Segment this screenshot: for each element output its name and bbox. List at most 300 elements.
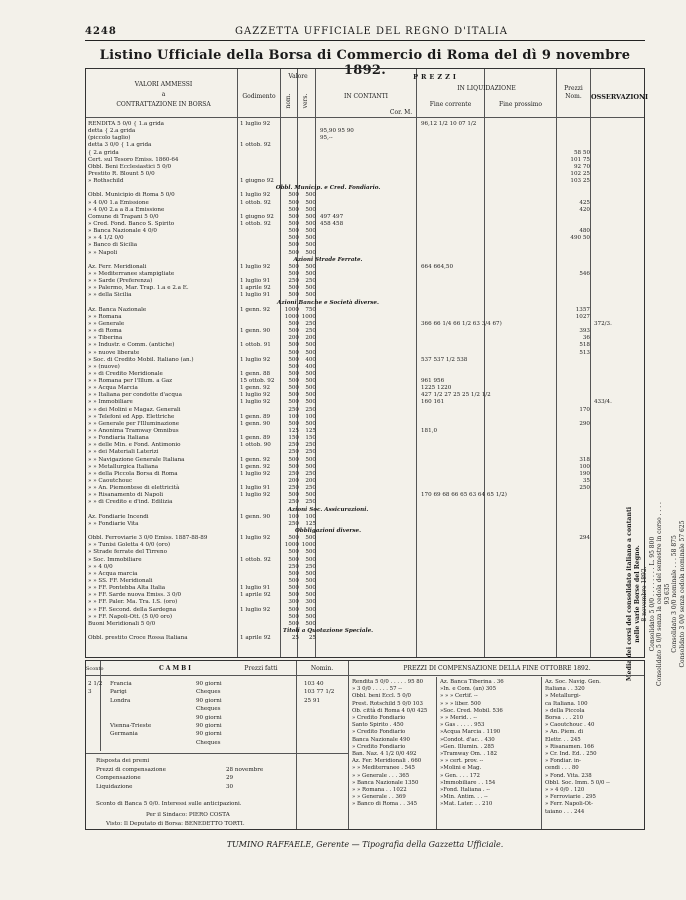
cell-ver: 1000 <box>301 542 316 549</box>
table-row <box>88 414 648 421</box>
cell-name: » Soc. di Credito Mobil. Italiano (an.) <box>88 356 194 363</box>
cambi-term: 90 giorni <box>196 731 222 738</box>
cell-ver: 500 <box>305 242 316 249</box>
cell-god: 1 luglio 91 <box>240 585 271 592</box>
sindaco-signature: Per il Sindaco: PIERO COSTA <box>146 812 230 818</box>
cell-nom: 250 <box>288 499 299 506</box>
cell-ver: 500 <box>305 420 316 427</box>
section-heading-row <box>88 300 648 307</box>
table-row <box>88 485 648 492</box>
cambi-city: Germania <box>110 731 138 738</box>
header-in-liquidazione: IN LIQUIDAZIONE <box>457 85 516 92</box>
compensazione-item: » Fond. Vita. 238 <box>545 772 592 779</box>
cell-pn: 1357 <box>575 306 590 313</box>
cell-name: Prestito R. Blount 5 0/0 <box>88 170 155 177</box>
cell-god: 1 luglio 92 <box>240 535 271 542</box>
cell-god: 1 luglio 91 <box>240 485 271 492</box>
table-row <box>88 171 648 178</box>
table-row <box>88 421 648 428</box>
compensazione-item: » Ferr. Napoli-Ot- <box>545 801 593 808</box>
cell-name: » Banco di Sicilia <box>88 242 138 249</box>
cell-nom: 500 <box>288 263 299 270</box>
cell-ver: 500 <box>305 213 316 220</box>
compensazione-item: » Cr. Ind. Ed. . 250 <box>545 751 597 758</box>
table-row <box>88 328 648 335</box>
table-row <box>88 378 648 385</box>
compensazione-item: » Banca Nazionale 1350 <box>352 779 419 786</box>
side-note-line: Consolidato 3 0/0 nominale . . . 58 875 <box>671 535 678 653</box>
cell-pn: 490 50 <box>570 235 590 242</box>
cell-ver: 1000 <box>301 313 316 320</box>
cell-ver: 500 <box>305 392 316 399</box>
cell-nom: 500 <box>288 399 299 406</box>
table-row <box>88 292 648 299</box>
risposta-value: 28 novembre <box>226 766 264 773</box>
compensazione-item: Banca Nazionale 490 <box>352 736 410 743</box>
cell-name: Obbl. prestito Croce Rossa Italiana <box>88 635 188 642</box>
cell-name: Az. Banca Nazionale <box>88 306 147 313</box>
cambi-term: Cheques <box>196 706 221 713</box>
table-row <box>88 435 648 442</box>
section-heading-row <box>88 528 648 535</box>
risposta-label: Risposta dei premi <box>96 758 150 764</box>
table-row <box>88 621 648 628</box>
cell-god: 1 genn. 92 <box>240 306 271 313</box>
cell-nom: 250 <box>288 278 299 285</box>
cell-god: 1 genn. 90 <box>240 513 271 520</box>
cell-fc: 664 664,50 <box>421 263 454 270</box>
cell-name: » » di Credito Meridionale <box>88 370 163 377</box>
cell-name: » » (nuove) <box>88 363 120 370</box>
cell-nom: 250 <box>288 470 299 477</box>
cell-obs: 372/3. <box>594 320 612 327</box>
risposta-label: Compensazione <box>96 775 141 782</box>
cell-name: » » Italiana per condotte d'acqua <box>88 392 182 399</box>
cell-name: » » 4 0/0 <box>88 563 113 570</box>
cell-fc: 427 1/2 27 25 25 1/2 1/2 <box>421 392 491 399</box>
table-row <box>88 535 648 542</box>
compensazione-item: Italiana . . 320 <box>545 686 585 693</box>
table-row <box>88 599 648 606</box>
cell-name: » » Immobiliare <box>88 399 133 406</box>
compensazione-item: Santo Spirito . 450 <box>352 722 404 729</box>
cell-nom: 500 <box>288 570 299 577</box>
cell-god: 1 ottob. 92 <box>240 556 271 563</box>
cell-name: Azioni Banche e Società diverse. <box>277 299 379 306</box>
cell-ver: 250 <box>305 406 316 413</box>
cell-nom: 500 <box>288 613 299 620</box>
cell-nom: 500 <box>288 249 299 256</box>
cell-name: » » Acqua marcia <box>88 570 138 577</box>
cell-pn: 513 <box>579 349 590 356</box>
cell-ver: 500 <box>305 285 316 292</box>
cell-name: Azioni Strade Ferrate. <box>293 256 363 263</box>
cell-nom: 500 <box>288 463 299 470</box>
cell-pn: 294 <box>579 535 590 542</box>
cell-ver: 150 <box>305 435 316 442</box>
cell-ver: 500 <box>305 585 316 592</box>
compensazione-item: »Immobiliare . . 154 <box>440 779 496 786</box>
cell-ver: 500 <box>305 549 316 556</box>
cell-god: 1 genn. 92 <box>240 463 271 470</box>
compensazione-item: Obbl. Soc. Imm. 5 0/0 -- <box>545 779 610 786</box>
section-heading-row <box>88 628 648 635</box>
table-row <box>88 271 648 278</box>
section-heading-row <box>88 507 648 514</box>
table-row <box>88 614 648 621</box>
compensazione-item: »Tramway Om. . 182 <box>440 751 498 758</box>
compensazione-item: » » Merid. . -- <box>440 715 477 722</box>
cell-pn: 393 <box>579 328 590 335</box>
cambi-nomin: 25 91 <box>304 697 321 704</box>
compensazione-item: ca Italiana. 100 <box>545 700 588 707</box>
table-row <box>88 178 648 185</box>
cell-nom: 500 <box>288 363 299 370</box>
header-prezzi: PREZZI <box>413 73 459 81</box>
side-note-line: Consolidato 3 0/0 senza cedola nominale 57 625 <box>678 520 686 668</box>
risposta-label: Liquidazione <box>96 783 133 790</box>
cell-name: » » SS. FF. Meridionali <box>88 578 153 584</box>
table-row <box>88 442 648 449</box>
cell-god: 1 aprile 92 <box>240 592 271 599</box>
cell-name: » » delle Min. e Fond. Antimonio <box>88 442 181 449</box>
cell-nom: 500 <box>288 220 299 227</box>
cell-cont: 95,-- <box>320 135 333 142</box>
cell-obs: 433/4. <box>594 399 612 406</box>
header-cor-m: Cor. M. <box>389 109 413 116</box>
compensazione-item: Az. Soc. Navig. Gen. <box>545 679 601 685</box>
cell-pn: 290 <box>579 420 590 427</box>
cell-nom: 500 <box>288 392 299 399</box>
compensazione-item: Obbl. beni Eccl. 5 0/0 <box>352 693 411 700</box>
compensazione-item: » » » Certif. -- <box>440 693 478 700</box>
cambi-city: Vienna-Trieste <box>110 723 152 729</box>
cell-ver: 500 <box>305 235 316 242</box>
cell-ver: 500 <box>305 263 316 270</box>
table-row <box>88 221 648 228</box>
table-row <box>88 314 648 321</box>
table-row <box>88 471 648 478</box>
cell-ver: 400 <box>305 356 316 363</box>
cell-ver: 500 <box>305 556 316 563</box>
cell-name: » » di Roma <box>88 328 122 335</box>
cell-fc: 1225 1220 <box>421 385 452 392</box>
cell-nom: 500 <box>288 270 299 277</box>
cell-name: » » 4 1/2 0/0 <box>88 235 124 242</box>
cell-name: » » Napoli <box>88 249 118 256</box>
cell-nom: 500 <box>288 342 299 349</box>
cell-cont: 95,90 95 90 <box>320 128 354 135</box>
cell-name: » » Navigazione Generale Italiana <box>88 456 185 463</box>
cell-nom: 300 <box>288 599 299 606</box>
cell-ver: 500 <box>305 535 316 542</box>
cell-nom: 500 <box>288 535 299 542</box>
side-note-date: 8 novembre 1892. <box>641 566 648 622</box>
cell-name: Obbl. Municip. e Cred. Fondiario. <box>275 185 381 192</box>
cell-ver: 200 <box>305 478 316 485</box>
compensazione-col-1 <box>352 679 427 809</box>
cell-name: RENDITA 5 0/0 { 1.a grida <box>88 121 164 127</box>
cell-nom: 250 <box>288 449 299 456</box>
compensazione-item: »Gen. Illumin. . 285 <box>440 743 495 750</box>
table-body <box>88 121 648 642</box>
cell-ver: 250 <box>305 442 316 449</box>
cell-name: » » Anonima Tramway Omnibus <box>88 428 179 435</box>
cell-nom: 500 <box>288 592 299 599</box>
cell-ver: 250 <box>305 320 316 327</box>
table-row <box>88 135 648 142</box>
cell-nom: 500 <box>288 199 299 206</box>
table-row <box>88 392 648 399</box>
cell-nom: 500 <box>288 585 299 592</box>
table-row <box>88 549 648 556</box>
compensazione-item: Az. Banca Tiberina . 36 <box>440 679 504 685</box>
cell-ver: 250 <box>305 563 316 570</box>
cell-name: » » FF. Sarde nuova Emiss. 3 0/0 <box>88 592 182 599</box>
table-row <box>88 321 648 328</box>
table-row <box>88 142 648 149</box>
compensazione-item: » Fondiar. in- <box>545 758 581 765</box>
table-row <box>88 607 648 614</box>
cell-nom: 500 <box>288 320 299 327</box>
cell-ver: 400 <box>305 363 316 370</box>
cambi-compensazione-panel <box>85 660 645 830</box>
cell-ver: 250 <box>305 278 316 285</box>
footer-imprint: TUMINO RAFFAELE, Gerente — Tipografia della Gazzetta Ufficiale. <box>226 840 504 849</box>
cambi-term: 90 giorni <box>196 723 222 729</box>
compensazione-title: PREZZI DI COMPENSAZIONE DELLA FINE OTTOBRE 1892. <box>403 665 591 672</box>
cell-name: » » della Sicilia <box>88 292 132 299</box>
compensazione-item: Elettr. . . 245 <box>545 736 581 743</box>
table-row <box>88 192 648 199</box>
header-fine-prossimo: Fine prossimo <box>498 101 543 108</box>
cell-ver: 500 <box>305 342 316 349</box>
cell-god: 1 genn. 92 <box>240 385 271 392</box>
cell-nom: 200 <box>288 335 299 342</box>
cell-pn: 102 25 <box>570 170 590 177</box>
cell-name: Obbl. Municipio di Roma 5 0/0 <box>88 192 175 199</box>
cell-nom: 200 <box>288 478 299 485</box>
compensazione-item: » Metallurgi- <box>545 693 581 700</box>
cell-god: 1 aprile 92 <box>240 285 271 292</box>
table-row <box>88 557 648 564</box>
cell-name: » » Telefoni ed App. Elettriche <box>88 413 175 420</box>
table-row <box>88 385 648 392</box>
cell-name: » » FF. Napoli-Ott. (5 0/0 oro) <box>88 613 173 620</box>
compensazione-item: »Condot. d'ac. . 430 <box>440 736 495 743</box>
cell-name: » Cred. Fond. Banco S. Spirito <box>88 220 175 227</box>
compensazione-item: »Acqua Marcia . 1190 <box>440 729 501 736</box>
cell-nom: 250 <box>288 520 299 527</box>
cell-nom: 500 <box>288 456 299 463</box>
cell-nom: 500 <box>288 549 299 556</box>
cell-nom: 500 <box>288 606 299 613</box>
table-row <box>88 350 648 357</box>
cell-god: 1 ottob. 92 <box>240 142 271 149</box>
cell-name: » » Metallurgica Italiana <box>88 463 159 470</box>
cell-nom: 500 <box>288 242 299 249</box>
cell-god: 1 luglio 92 <box>240 470 271 477</box>
cell-ver: 300 <box>305 599 316 606</box>
compensazione-item: » An. Piem. di <box>545 729 584 736</box>
cell-ver: 500 <box>305 492 316 499</box>
table-row <box>88 457 648 464</box>
table-row <box>88 428 648 435</box>
compensazione-item: »Soc. Cred. Mobil. 536 <box>440 707 503 714</box>
cell-nom: 1000 <box>284 542 299 549</box>
cell-pn: 250 <box>579 485 590 492</box>
side-note-title: Media dei corsi del consolidato italiano a contanti nelle varie Borse del Regno. <box>626 506 641 682</box>
cambi-term: 90 giorni <box>196 714 222 721</box>
cell-name: » » Generale <box>88 320 125 327</box>
table-row <box>88 635 648 642</box>
compensazione-item: » » cert. prov. -- <box>440 758 484 765</box>
table-row <box>88 449 648 456</box>
cell-pn: 92 70 <box>573 163 590 170</box>
compensazione-item: »Fond. Italiana . -- <box>440 787 490 794</box>
table-row <box>88 264 648 271</box>
table-row <box>88 157 648 164</box>
cell-ver: 750 <box>305 306 316 313</box>
cell-fc: 537 537 1/2 538 <box>421 356 468 363</box>
header-nomin: Nomin. <box>310 665 334 672</box>
side-note-line: Consolidato 5 0/0 . . . . . . . . L. 95 800 <box>648 536 656 652</box>
cell-god: 1 luglio 91 <box>240 278 271 285</box>
cell-name: » » Tiberina <box>88 335 123 342</box>
compensazione-item: Az. Fer. Meridionali . 660 <box>352 758 422 765</box>
cell-name: » » Fondiarie Vita <box>88 520 139 527</box>
risposta-value: 30 <box>226 783 234 790</box>
table-row <box>88 342 648 349</box>
table-row <box>88 207 648 214</box>
cell-name: Az. Fondiarie Incendi <box>88 513 149 520</box>
cell-ver: 500 <box>305 349 316 356</box>
compensazione-item: » » Generale . . . 365 <box>352 772 410 779</box>
cell-fc: 181,0 <box>421 428 438 435</box>
cell-pn: 546 <box>579 270 590 277</box>
cambi-city: Londra <box>110 697 131 704</box>
table-row <box>88 499 648 506</box>
header-prezzi-fatti: Prezzi fatti <box>244 665 278 672</box>
cell-god: 1 luglio 92 <box>240 121 271 127</box>
table-row <box>88 250 648 257</box>
cell-ver: 125 <box>305 428 316 435</box>
cambi-city: Francia <box>110 681 132 687</box>
cell-name: Obbligazioni diverse. <box>294 528 362 535</box>
cell-nom: 500 <box>288 292 299 299</box>
cell-pn: 420 <box>579 206 590 213</box>
compensazione-item: » » Generale . . 369 <box>352 794 406 801</box>
header-a: a <box>161 91 166 98</box>
table-row <box>88 407 648 414</box>
cell-name: » » FF. Pontebba Alta Italia <box>88 585 166 592</box>
cell-nom: 500 <box>288 620 299 627</box>
cell-nom: 500 <box>288 349 299 356</box>
cell-ver: 100 <box>305 513 316 520</box>
cambi-nomin: 103 40 <box>304 681 324 687</box>
table-row <box>88 285 648 292</box>
cell-god: 1 genn. 89 <box>240 435 271 442</box>
cell-name: » » FF. Paler. Ma. Tra. I.S. (oro) <box>88 599 178 606</box>
header-cambi: CAMBI <box>159 665 193 672</box>
cambi-term: Cheques <box>196 689 221 696</box>
table-row <box>88 492 648 499</box>
compensazione-item: » della Piccola <box>545 707 585 714</box>
cell-name: » » Industr. e Comm. (antiche) <box>88 342 175 349</box>
cell-name: Azioni Soc. Assicurazioni. <box>287 506 369 513</box>
cell-pn: 1027 <box>575 313 590 320</box>
cell-nom: 500 <box>288 378 299 385</box>
table-row <box>88 371 648 378</box>
header-fine-corrente: Fine corrente <box>429 101 472 108</box>
cell-ver: 100 <box>305 413 316 420</box>
table-row <box>88 514 648 521</box>
table-row <box>88 357 648 364</box>
header-godimento: Godimento <box>242 93 276 100</box>
cell-god: 1 genn. 90 <box>240 420 271 427</box>
cell-nom: 25 <box>291 635 299 642</box>
table-row <box>88 521 648 528</box>
cell-god: 15 ottob. 92 <box>240 378 275 385</box>
cell-nom: 250 <box>288 485 299 492</box>
cell-nom: 250 <box>288 563 299 570</box>
table-row <box>88 464 648 471</box>
cell-cont: 497 497 <box>320 213 344 220</box>
cell-god: 1 luglio 92 <box>240 492 271 499</box>
cell-ver: 200 <box>305 335 316 342</box>
cell-god: 1 giugno 92 <box>240 178 274 185</box>
cell-name: » » dei Molini e Magaz. Generali <box>88 406 181 413</box>
section-heading-row <box>88 257 648 264</box>
cell-ver: 500 <box>305 206 316 213</box>
compensazione-item: » Banco di Roma . . 345 <box>352 801 418 808</box>
cell-name: » Banca Nazionale 4 0/0 <box>88 228 157 235</box>
cambi-sconto: 3 <box>88 689 92 696</box>
table-row <box>88 121 648 128</box>
cell-name: Comune di Trapani 5 0/0 <box>88 213 159 220</box>
cell-ver: 500 <box>305 620 316 627</box>
compensazione-item: » Gen. . . . 172 <box>440 772 480 779</box>
table-row <box>88 278 648 285</box>
cell-name: » » di Credito e d'ind. Edilizia <box>88 499 173 506</box>
table-row <box>88 542 648 549</box>
cell-name: » » Romana per l'Illum. a Gaz <box>88 378 173 385</box>
cell-nom: 500 <box>288 356 299 363</box>
cell-name: { 2.a grida <box>88 149 119 156</box>
compensazione-item: » » » liber. 500 <box>440 700 481 707</box>
compensazione-item: » Ferroviarie . 295 <box>545 794 596 801</box>
cell-name: Obbl. Ferroviarie 3 0/0 Emiss. 1887-88-89 <box>88 535 208 542</box>
table-row <box>88 128 648 135</box>
compensazione-item: » » 4 0/0 . 120 <box>545 787 585 794</box>
cell-ver: 125 <box>305 520 316 527</box>
cell-god: 1 luglio 92 <box>240 192 271 199</box>
cell-name: » » Generale per l'Illuminazione <box>88 420 180 427</box>
header-valori: VALORI AMMESSI <box>134 81 193 88</box>
header-contrattazione: CONTRATTAZIONE IN BORSA <box>116 101 211 108</box>
cell-pn: 103 25 <box>570 178 590 185</box>
compensazione-item: » 3 0/0 . . . . . 57 -- <box>352 686 402 693</box>
section-heading-row <box>88 185 648 192</box>
cell-nom: 100 <box>288 513 299 520</box>
header-prezzi-nom: Prezzi Nom. <box>564 85 583 100</box>
cell-name: » » dei Materiali Laterizi <box>88 449 159 456</box>
compensazione-item: » Risanamen. 166 <box>545 743 594 750</box>
cell-name: (piccolo taglio) <box>88 135 131 142</box>
cambi-term: Cheques <box>196 739 221 746</box>
cell-ver: 500 <box>305 613 316 620</box>
cell-fc: 170 69 68 66 65 63 64 65 1/2) <box>421 492 507 499</box>
